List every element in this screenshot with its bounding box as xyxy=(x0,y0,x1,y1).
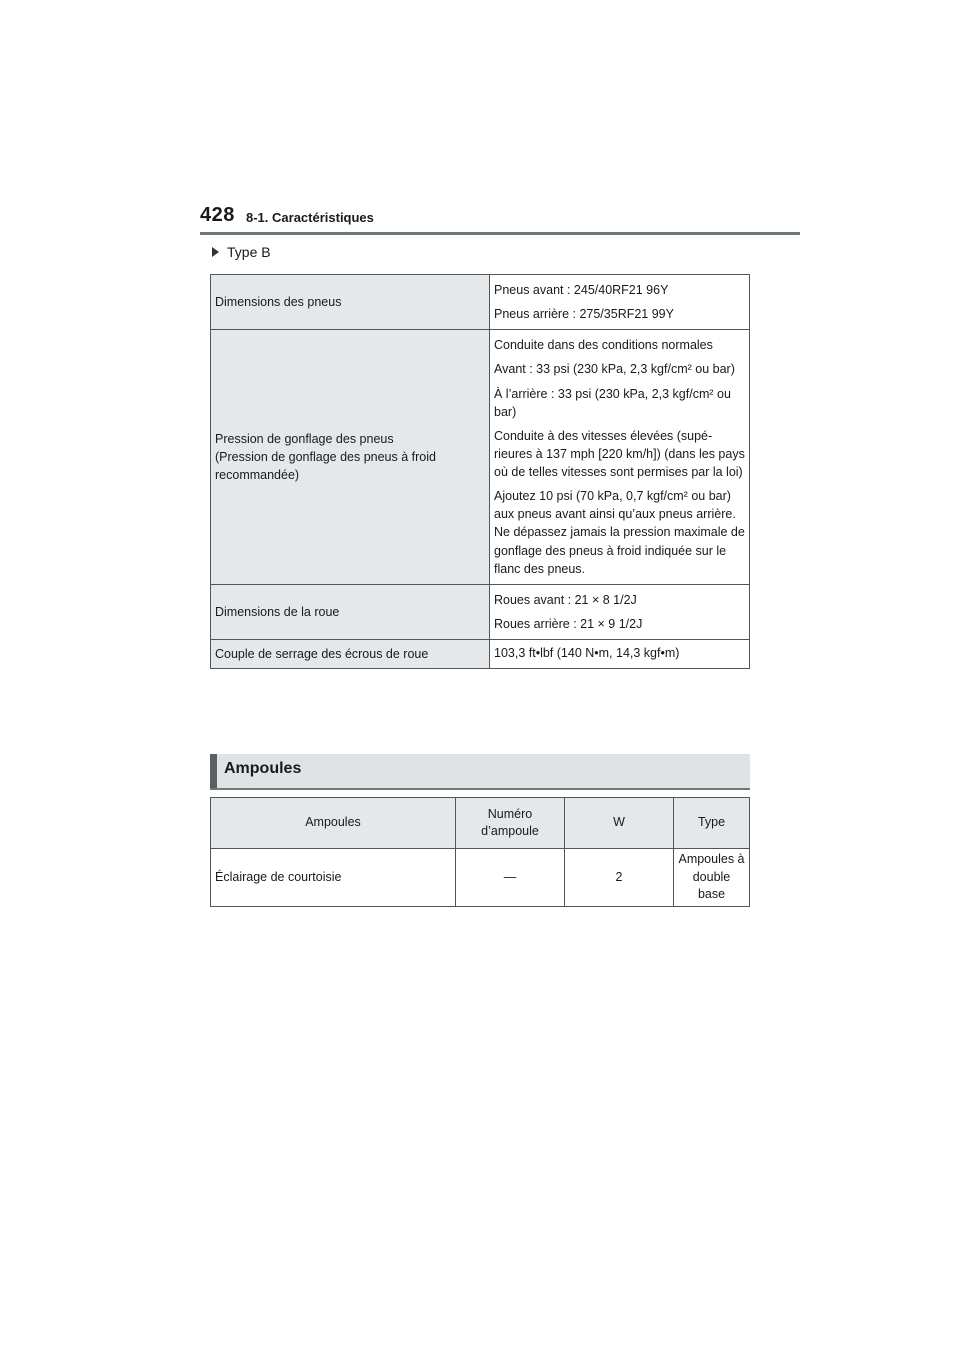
page-number: 428 xyxy=(200,204,235,226)
type-label xyxy=(212,244,271,260)
spec-value xyxy=(490,584,750,639)
spec-label: Dimensions des pneus xyxy=(211,275,490,330)
spec-line: 103,3 ft•lbf (140 N•m, 14,3 kgf•m) xyxy=(494,646,680,660)
spec-line: Roues avant : 21 × 8 1/2J xyxy=(494,592,637,607)
spec-line: Conduite dans des conditions normales xyxy=(494,338,713,353)
table-cell: 2 xyxy=(565,849,674,907)
column-header: W xyxy=(565,798,674,849)
bulbs-section-title: Ampoules xyxy=(224,760,302,777)
column-header: Ampoules xyxy=(211,798,456,849)
table-row xyxy=(211,849,750,907)
spec-value xyxy=(490,275,750,330)
table-row xyxy=(211,640,750,669)
spec-line: Roues arrière : 21 × 9 1/2J xyxy=(494,616,643,631)
table-cell: — xyxy=(456,849,565,907)
spec-line: Conduite à des vitesses élevées (supérieures à 137 mph [220 km/h]) (dans les pays où de telles vitesses sont permises par la loi) xyxy=(494,428,745,479)
spec-line: Pneus arrière : 275/35RF21 99Y xyxy=(494,307,674,322)
triangle-bullet-icon xyxy=(212,247,219,257)
column-header: Numéro d’ampoule xyxy=(456,798,565,849)
spec-label: Dimensions de la roue xyxy=(211,584,490,639)
table-cell: Ampoules à double base xyxy=(674,849,750,907)
spec-label: Pression de gonflage des pneus (Pression de gonflage des pneus à froid recommandée) xyxy=(211,330,490,585)
spec-value xyxy=(490,330,750,585)
spec-line: Avant : 33 psi (230 kPa, 2,3 kgf/cm² ou bar) xyxy=(494,362,735,377)
bulbs-section-header xyxy=(210,754,750,790)
section-title: 8-1. Caractéristiques xyxy=(246,210,374,225)
table-cell: Éclairage de courtoisie xyxy=(211,849,456,907)
table-row xyxy=(211,275,750,330)
table-row xyxy=(211,330,750,585)
bulb-table xyxy=(210,797,750,907)
spec-line: Pneus avant : 245/40RF21 96Y xyxy=(494,283,669,297)
page-header xyxy=(200,204,800,236)
spec-line: Ajoutez 10 psi (70 kPa, 0,7 kgf/cm² ou bar) aux pneus avant ainsi qu’aux pneus arrière. Ne dépassez jamais la pression maximale de gonflage des pneus à froid indiquée sur le flanc des pneus. xyxy=(494,489,745,576)
section-accent-bar xyxy=(210,754,217,788)
spec-label: Couple de serrage des écrous de roue xyxy=(211,640,490,669)
header-divider xyxy=(200,232,800,235)
table-header-row xyxy=(211,798,750,849)
table-row xyxy=(211,584,750,639)
column-header: Type xyxy=(674,798,750,849)
spec-line: À l’arrière : 33 psi (230 kPa, 2,3 kgf/cm² ou bar) xyxy=(494,386,731,419)
type-label-text: Type B xyxy=(227,244,271,260)
spec-value xyxy=(490,640,750,669)
tire-spec-table xyxy=(210,274,750,669)
